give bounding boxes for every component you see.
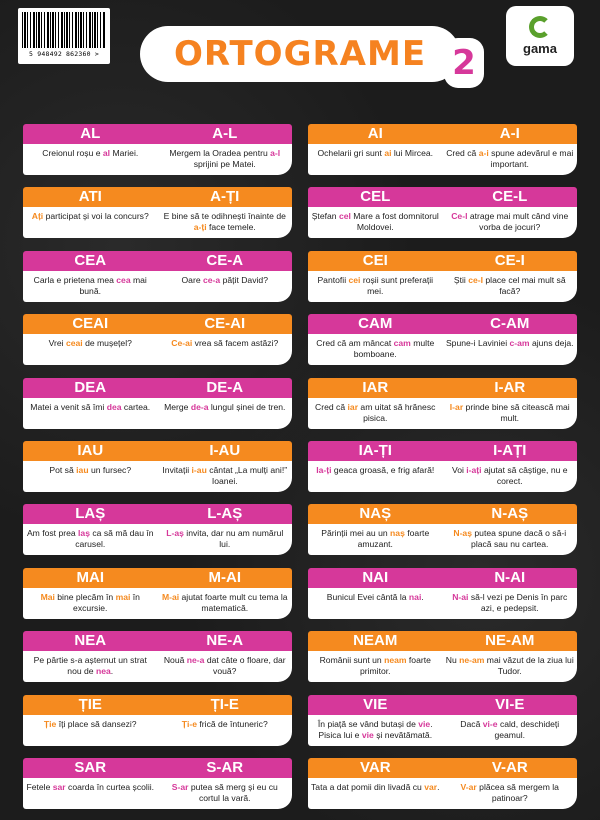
card-body: [308, 144, 577, 175]
word-pair-card: [308, 124, 577, 175]
example-sentence-right: [443, 651, 578, 682]
card-body: [23, 334, 292, 365]
word-right: I-AȚI: [493, 442, 527, 459]
sentence-text: ajutat să câștige, nu e corect.: [481, 465, 568, 486]
sentence-text: face temele.: [206, 222, 256, 233]
example-sentence-right: [158, 144, 293, 175]
word-right: A-ȚI: [210, 188, 240, 206]
word-pair-card: [23, 695, 292, 746]
word-left: IAU: [77, 442, 104, 459]
example-sentence-right: [158, 461, 293, 492]
highlighted-word: dea: [106, 401, 122, 412]
word-left: MAI: [76, 568, 104, 586]
word-pair-card: [308, 441, 577, 492]
card-header: [23, 568, 292, 588]
highlighted-word: cei: [348, 274, 361, 285]
example-sentence-left: [23, 398, 158, 429]
word-pair-card: [308, 568, 577, 619]
sentence-text: Vrei: [48, 338, 66, 349]
sentence-text: un fursec?: [88, 465, 132, 475]
example-sentence-right: [158, 398, 293, 429]
example-sentence-left: [308, 398, 443, 429]
highlighted-word: S-ar: [171, 782, 189, 792]
sentence-text: lungul șinei de tren.: [208, 401, 286, 412]
sentence-text: în excursie.: [73, 591, 140, 613]
word-left: NAȘ: [359, 505, 392, 523]
sentence-text: mai bună.: [79, 274, 147, 296]
word-right: NE-A: [206, 632, 244, 650]
word-pair-card: [23, 314, 292, 365]
sentence-text: .: [421, 591, 424, 602]
sentence-text: ajutat foarte mult cu tema la matematică.: [179, 591, 288, 613]
highlighted-word: ce-I: [468, 274, 483, 285]
example-sentence-left: [308, 271, 443, 302]
sentence-text: multe bomboane.: [353, 338, 435, 360]
sentence-text: Părinții mei au un: [321, 528, 391, 539]
word-right: CE-AI: [204, 315, 246, 333]
sentence-text: spune adevărul e mai important.: [488, 148, 574, 169]
gama-logo: [506, 6, 574, 66]
sentence-text: foarte primitor.: [359, 655, 431, 677]
sentence-text: E bine să te odihnești înainte de: [163, 211, 286, 222]
example-sentence-right: [443, 271, 578, 302]
example-sentence-left: [23, 778, 158, 809]
sentence-text: Invitații: [162, 465, 192, 475]
sentence-text: Ștefan: [311, 211, 339, 222]
sentence-text: Cred că: [446, 148, 479, 158]
card-body: [23, 271, 292, 302]
example-sentence-right: [158, 778, 293, 809]
highlighted-word: L-aș: [166, 528, 184, 539]
highlighted-word: Ați: [31, 211, 44, 222]
word-pair-card: [308, 251, 577, 302]
word-left: IAR: [362, 378, 389, 396]
example-sentence-left: [23, 461, 158, 492]
word-pair-card: [23, 568, 292, 619]
highlighted-word: de-a: [190, 401, 209, 412]
sentence-text: lui Mircea.: [391, 148, 434, 158]
word-left: SAR: [74, 759, 107, 776]
card-body: [23, 207, 292, 238]
word-pair-card: [23, 441, 292, 492]
word-pair-card: [23, 124, 292, 175]
highlighted-word: iar: [347, 401, 359, 412]
example-sentence-left: [23, 651, 158, 682]
card-header: [23, 695, 292, 715]
example-sentence-right: [443, 334, 578, 365]
sentence-text: participat și voi la concurs?: [43, 211, 149, 222]
sentence-text: prinde bine să citească mai mult.: [463, 401, 570, 423]
sentence-text: Pantofii: [317, 274, 349, 285]
sentence-text: Mergem la Oradea pentru: [169, 148, 271, 158]
card-header: [308, 378, 577, 398]
example-sentence-right: [443, 524, 578, 555]
example-sentence-right: [443, 144, 578, 175]
highlighted-word: var: [424, 782, 438, 792]
sentence-text: și nevătămată.: [373, 729, 433, 740]
word-pair-card: [308, 314, 577, 365]
card-header: [308, 314, 577, 334]
word-pair-card: [23, 187, 292, 238]
sentence-text: cartea.: [121, 401, 151, 412]
highlighted-word: ne-am: [459, 655, 485, 666]
card-header: [308, 504, 577, 524]
card-header: [23, 758, 292, 778]
sentence-text: Cred că am mâncat: [316, 338, 394, 349]
highlighted-word: N-ai: [452, 591, 469, 602]
word-left: CEL: [360, 188, 391, 206]
card-header: [308, 758, 577, 778]
word-left: LAȘ: [75, 505, 106, 523]
highlighted-word: vi-e: [482, 718, 498, 729]
word-left: CAM: [358, 315, 393, 333]
sentence-text: vrea să facem astăzi?: [192, 338, 279, 349]
example-sentence-right: [158, 588, 293, 619]
sentence-text: Dacă: [460, 718, 483, 729]
highlighted-word: Ia-ți: [316, 465, 332, 475]
example-sentence-left: [308, 144, 443, 175]
word-right: N-AȘ: [491, 505, 529, 523]
sentence-text: îți place să dansezi?: [56, 718, 137, 729]
example-sentence-left: [23, 334, 158, 365]
highlighted-word: Mai: [40, 591, 55, 602]
sentence-text: Știi: [453, 274, 469, 285]
highlighted-word: V-ar: [460, 782, 477, 792]
sentence-text: .: [437, 782, 440, 792]
word-left: IA-ȚI: [358, 442, 392, 459]
word-right: A-I: [499, 125, 520, 142]
sentence-text: putea spune dacă o să-i placă sau nu cartea.: [471, 528, 567, 550]
example-sentence-left: [308, 334, 443, 365]
card-body: [308, 398, 577, 429]
word-right: L-AȘ: [207, 505, 243, 523]
word-left: DEA: [74, 378, 107, 396]
card-header: [308, 251, 577, 271]
highlighted-word: ceai: [65, 338, 83, 349]
word-right: CE-L: [492, 188, 528, 206]
word-pair-card: [308, 378, 577, 429]
card-body: [308, 588, 577, 619]
sentence-text: Tata a dat pomii din livadă cu: [311, 782, 425, 792]
word-left: VIE: [363, 695, 388, 713]
example-sentence-left: [23, 524, 158, 555]
word-right: I-AU: [209, 442, 241, 459]
sentence-text: am uitat să hrănesc pisica.: [358, 401, 436, 423]
card-body: [308, 207, 577, 238]
card-body: [308, 334, 577, 365]
gama-logo-text: gama: [523, 41, 557, 56]
card-header: [23, 504, 292, 524]
sentence-text: Voi: [451, 465, 467, 475]
sentence-text: ca să mă dau în carusel.: [75, 528, 154, 550]
sentence-text: În piață se vând butași de: [317, 718, 419, 729]
card-body: [23, 144, 292, 175]
highlighted-word: nea: [95, 666, 111, 677]
example-sentence-right: [158, 334, 293, 365]
example-sentence-left: [23, 271, 158, 302]
sentence-text: Spune-i Laviniei: [445, 338, 510, 349]
word-left: AI: [367, 125, 383, 142]
highlighted-word: vie: [361, 729, 374, 740]
card-body: [23, 715, 292, 746]
example-sentence-left: [23, 715, 158, 746]
highlighted-word: ai: [384, 148, 392, 158]
sentence-text: Matei a venit să îmi: [30, 401, 107, 412]
example-sentence-right: [443, 461, 578, 492]
poster-title: ORTOGRAME: [140, 26, 460, 82]
highlighted-word: a-ți: [193, 222, 207, 233]
word-right: CE-A: [206, 251, 244, 269]
word-pair-card: [23, 758, 292, 809]
card-body: [23, 461, 292, 492]
example-sentence-left: [308, 461, 443, 492]
sentence-text: Fetele: [26, 782, 53, 792]
sentence-text: Mare a fost domnitorul Moldovei.: [350, 211, 439, 233]
example-sentence-left: [308, 207, 443, 238]
sentence-text: geaca groasă, e frig afară!: [331, 465, 435, 475]
word-left: CEI: [362, 251, 388, 269]
highlighted-word: i-au: [191, 465, 207, 475]
example-sentence-right: [443, 778, 578, 809]
card-header: [308, 124, 577, 144]
sentence-text: .: [110, 666, 114, 677]
sentence-text: foarte amuzant.: [357, 528, 430, 550]
word-right: S-AR: [206, 759, 244, 776]
sentence-text: atrage mai mult când vine vorba de jocuri?: [467, 211, 569, 233]
card-body: [308, 778, 577, 809]
word-pair-card: [308, 695, 577, 746]
example-sentence-right: [158, 207, 293, 238]
barcode-number: 5 948492 862360 >: [29, 50, 99, 58]
highlighted-word: mai: [115, 591, 131, 602]
example-sentence-left: [308, 651, 443, 682]
word-left: CEA: [74, 251, 107, 269]
poster-title-number: 2: [444, 38, 484, 88]
sentence-text: putea să merg și eu cu cortul la vară.: [188, 782, 278, 803]
word-pair-card: [23, 378, 292, 429]
gama-logo-icon: [529, 16, 551, 38]
card-header: [23, 251, 292, 271]
sentence-text: Mariei.: [110, 148, 139, 158]
highlighted-word: a-l: [270, 148, 281, 158]
sentence-text: Românii sunt un: [319, 655, 385, 666]
card-body: [23, 398, 292, 429]
word-pair-card: [308, 631, 577, 682]
word-right: VI-E: [495, 695, 525, 713]
card-header: [23, 314, 292, 334]
card-header: [23, 631, 292, 651]
word-left: CEAI: [72, 315, 109, 333]
sentence-text: Oare: [181, 274, 203, 285]
sentence-text: Am fost prea: [26, 528, 79, 539]
card-body: [308, 271, 577, 302]
highlighted-word: ne-a: [186, 655, 205, 666]
card-body: [308, 651, 577, 682]
highlighted-word: iau: [76, 465, 89, 475]
sentence-text: cântat „La mulți ani!” Ioanei.: [206, 465, 288, 486]
word-right: V-AR: [491, 759, 528, 776]
example-sentence-right: [443, 588, 578, 619]
sentence-text: pățit David?: [220, 274, 268, 285]
example-sentence-right: [158, 524, 293, 555]
card-body: [308, 715, 577, 746]
card-header: [23, 124, 292, 144]
highlighted-word: naș: [390, 528, 405, 539]
card-header: [23, 441, 292, 461]
example-sentence-right: [443, 207, 578, 238]
example-sentence-right: [158, 715, 293, 746]
sentence-text: bine plecăm în: [54, 591, 116, 602]
card-header: [308, 695, 577, 715]
sentence-text: dat câte o floare, dar vouă?: [204, 655, 286, 677]
highlighted-word: cel: [338, 211, 351, 222]
word-pairs-grid: [23, 124, 577, 814]
sentence-text: mai văzut de la ziua lui Tudor.: [484, 655, 574, 677]
word-pair-card: [308, 504, 577, 555]
barcode-bars: [22, 12, 106, 48]
sentence-text: invita, dar nu am numărul lui.: [183, 528, 284, 550]
word-left: NAI: [362, 568, 389, 586]
card-header: [23, 187, 292, 207]
word-pair-card: [308, 758, 577, 809]
barcode: [18, 8, 110, 64]
highlighted-word: I-ar: [449, 401, 464, 412]
word-right: I-AR: [494, 378, 526, 396]
sentence-text: de mușețel?: [82, 338, 132, 349]
word-left: VAR: [359, 759, 391, 776]
sentence-text: Cred că: [315, 401, 348, 412]
highlighted-word: cam: [393, 338, 411, 349]
highlighted-word: a-i: [478, 148, 489, 158]
example-sentence-left: [23, 588, 158, 619]
word-right: N-AI: [494, 568, 526, 586]
word-left: NEAM: [353, 632, 398, 650]
word-right: ȚI-E: [210, 695, 239, 713]
word-left: ȚIE: [78, 695, 102, 713]
word-right: M-AI: [208, 568, 241, 586]
card-header: [308, 568, 577, 588]
sentence-text: Merge: [164, 401, 191, 412]
example-sentence-left: [23, 207, 158, 238]
example-sentence-left: [308, 778, 443, 809]
word-right: CE-I: [494, 251, 525, 269]
example-sentence-right: [443, 715, 578, 746]
card-header: [308, 441, 577, 461]
word-pair-card: [23, 504, 292, 555]
sentence-text: ajuns deja.: [529, 338, 574, 349]
example-sentence-right: [158, 651, 293, 682]
highlighted-word: Ce-ai: [171, 338, 193, 349]
example-sentence-left: [23, 144, 158, 175]
card-header: [308, 187, 577, 207]
highlighted-word: al: [102, 148, 111, 158]
highlighted-word: cea: [116, 274, 131, 285]
example-sentence-left: [308, 588, 443, 619]
highlighted-word: c-am: [509, 338, 530, 349]
highlighted-word: neam: [384, 655, 407, 666]
card-header: [23, 378, 292, 398]
example-sentence-left: [308, 715, 443, 746]
card-header: [308, 631, 577, 651]
word-left: NEA: [74, 632, 107, 650]
card-body: [308, 524, 577, 555]
highlighted-word: nai: [408, 591, 422, 602]
word-pair-card: [308, 187, 577, 238]
highlighted-word: i-ați: [466, 465, 482, 475]
sentence-text: să-l vezi pe Denis în parc azi, e pedepsit.: [468, 591, 568, 613]
sentence-text: cald, deschideți geamul.: [494, 718, 560, 740]
highlighted-word: Ce-l: [451, 211, 468, 222]
highlighted-word: ce-a: [203, 274, 221, 285]
sentence-text: plăcea să mergem la patinoar?: [476, 782, 559, 803]
card-body: [308, 461, 577, 492]
sentence-text: Creionul roșu e: [42, 148, 103, 158]
highlighted-word: Ție: [43, 718, 57, 729]
word-right: A-L: [212, 125, 238, 142]
card-body: [23, 524, 292, 555]
sentence-text: Nouă: [163, 655, 187, 666]
example-sentence-left: [308, 524, 443, 555]
sentence-text: . Pisica lui e: [318, 718, 433, 740]
sentence-text: frică de întuneric?: [197, 718, 268, 729]
sentence-text: coarda în curtea școlii.: [65, 782, 155, 792]
word-pair-card: [23, 251, 292, 302]
sentence-text: Carla e prietena mea: [33, 274, 117, 285]
sentence-text: Nu: [445, 655, 460, 666]
highlighted-word: M-ai: [161, 591, 180, 602]
highlighted-word: sar: [52, 782, 66, 792]
sentence-text: Bunicul Evei cântă la: [326, 591, 409, 602]
word-right: C-AM: [490, 315, 530, 333]
sentence-text: roșii sunt preferații mei.: [360, 274, 434, 296]
highlighted-word: vie: [418, 718, 431, 729]
highlighted-word: N-aș: [453, 528, 472, 539]
highlighted-word: laș: [78, 528, 90, 539]
highlighted-word: Ți-e: [181, 718, 198, 729]
word-right: NE-AM: [485, 632, 535, 650]
card-body: [23, 778, 292, 809]
word-right: DE-A: [206, 378, 244, 396]
word-left: AL: [80, 125, 101, 142]
word-pair-card: [23, 631, 292, 682]
example-sentence-right: [443, 398, 578, 429]
card-body: [23, 651, 292, 682]
sentence-text: Pot să: [49, 465, 77, 475]
sentence-text: sprijini pe Matei.: [193, 159, 256, 169]
word-left: ATI: [78, 188, 102, 206]
card-body: [23, 588, 292, 619]
sentence-text: place cel mai mult să facă?: [483, 274, 566, 296]
sentence-text: Ochelarii gri sunt: [317, 148, 385, 158]
example-sentence-right: [158, 271, 293, 302]
sentence-text: Pe pârtie s-a așternut un strat nou de: [33, 655, 147, 677]
